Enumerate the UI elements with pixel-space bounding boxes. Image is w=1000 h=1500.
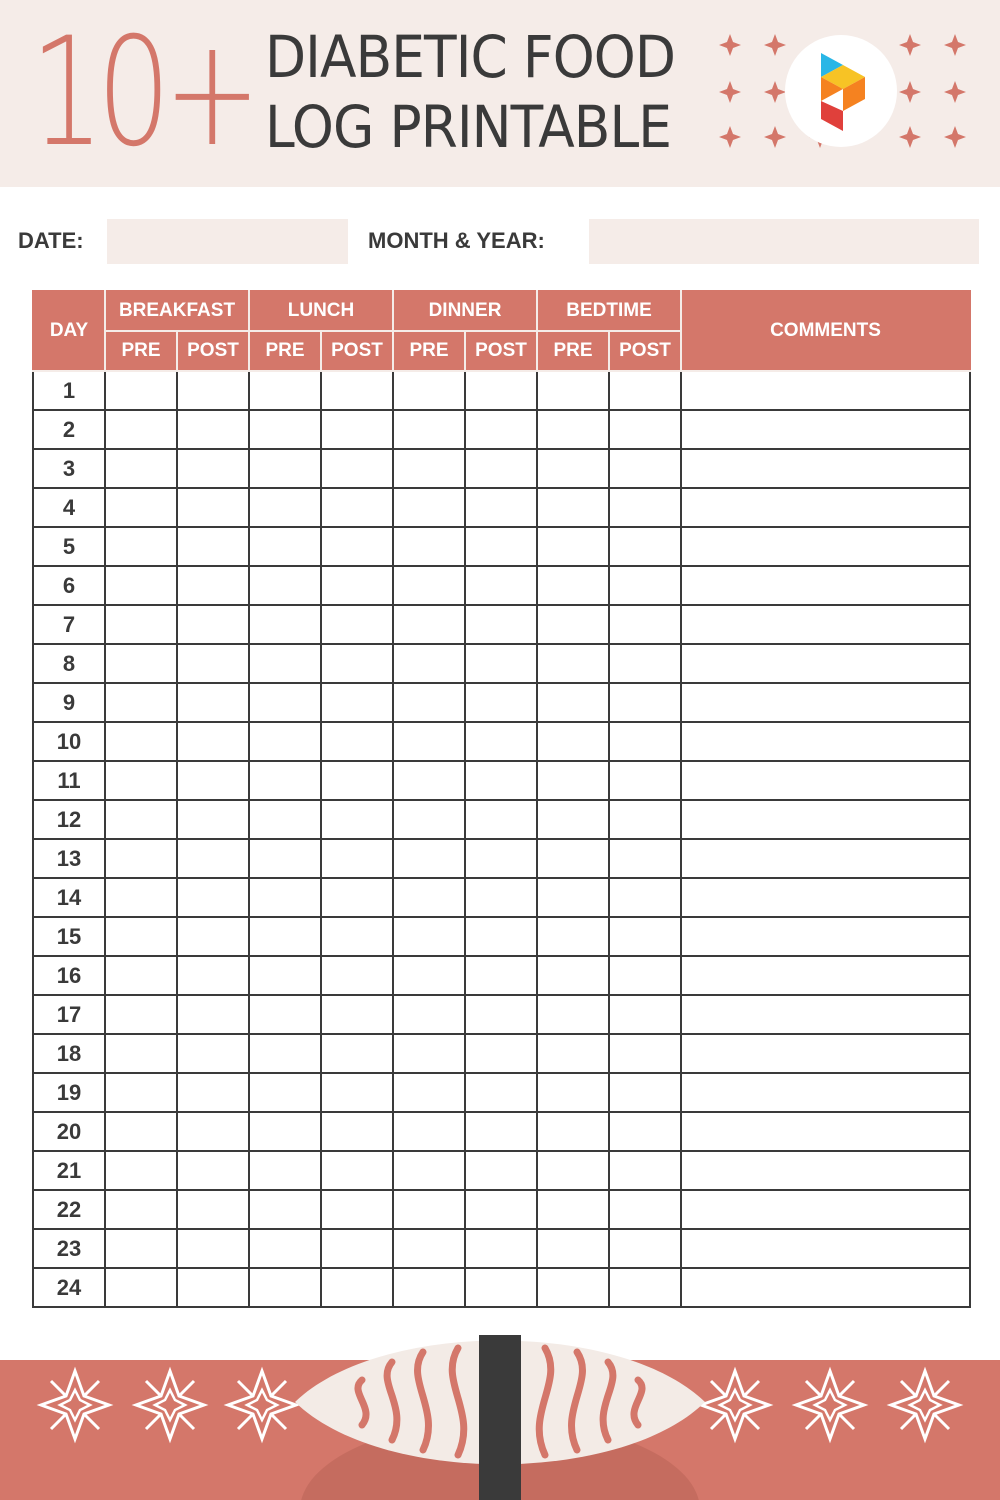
post-header: POST	[465, 331, 537, 371]
post-reading-cell[interactable]	[177, 644, 249, 683]
day-number: 4	[33, 488, 105, 527]
post-reading-cell[interactable]	[609, 1229, 681, 1268]
pre-reading-cell[interactable]	[105, 566, 177, 605]
table-row	[33, 800, 970, 839]
comments-cell[interactable]	[681, 449, 970, 488]
post-reading-cell[interactable]	[609, 1151, 681, 1190]
pre-reading-cell[interactable]	[249, 410, 321, 449]
day-number: 8	[33, 644, 105, 683]
post-reading-cell[interactable]	[321, 1034, 393, 1073]
table-row	[33, 839, 970, 878]
pre-reading-cell[interactable]	[249, 644, 321, 683]
pre-reading-cell[interactable]	[393, 527, 465, 566]
breakfast-header: BREAKFAST	[105, 291, 249, 331]
table-row	[33, 1034, 970, 1073]
pre-reading-cell[interactable]	[393, 839, 465, 878]
post-reading-cell[interactable]	[321, 410, 393, 449]
post-reading-cell[interactable]	[177, 917, 249, 956]
pre-reading-cell[interactable]	[393, 488, 465, 527]
page-title-line2: LOG PRINTABLE	[265, 93, 672, 161]
post-reading-cell[interactable]	[321, 449, 393, 488]
pre-reading-cell[interactable]	[393, 995, 465, 1034]
post-reading-cell[interactable]	[321, 995, 393, 1034]
day-number: 19	[33, 1073, 105, 1112]
pre-reading-cell[interactable]	[393, 1229, 465, 1268]
post-reading-cell[interactable]	[321, 800, 393, 839]
pre-reading-cell[interactable]	[393, 1073, 465, 1112]
pre-reading-cell[interactable]	[537, 995, 609, 1034]
day-number: 11	[33, 761, 105, 800]
pre-reading-cell[interactable]	[537, 722, 609, 761]
post-reading-cell[interactable]	[465, 683, 537, 722]
pre-reading-cell[interactable]	[537, 1112, 609, 1151]
pre-reading-cell[interactable]	[249, 1151, 321, 1190]
post-reading-cell[interactable]	[609, 410, 681, 449]
pre-reading-cell[interactable]	[537, 1151, 609, 1190]
post-reading-cell[interactable]	[465, 449, 537, 488]
day-header: DAY	[33, 291, 105, 371]
table-row	[33, 644, 970, 683]
pre-reading-cell[interactable]	[249, 839, 321, 878]
pre-reading-cell[interactable]	[393, 566, 465, 605]
lunch-header: LUNCH	[249, 291, 393, 331]
post-reading-cell[interactable]	[177, 683, 249, 722]
pre-reading-cell[interactable]	[249, 1073, 321, 1112]
month-year-label: MONTH & YEAR:	[368, 228, 545, 253]
comments-cell[interactable]	[681, 800, 970, 839]
pre-reading-cell[interactable]	[393, 449, 465, 488]
post-reading-cell[interactable]	[321, 527, 393, 566]
pre-reading-cell[interactable]	[249, 527, 321, 566]
table-row	[33, 410, 970, 449]
post-reading-cell[interactable]	[177, 800, 249, 839]
comments-cell[interactable]	[681, 605, 970, 644]
pre-reading-cell[interactable]	[105, 683, 177, 722]
post-reading-cell[interactable]	[609, 371, 681, 410]
pre-reading-cell[interactable]	[105, 488, 177, 527]
table-row	[33, 917, 970, 956]
day-number: 18	[33, 1034, 105, 1073]
post-reading-cell[interactable]	[609, 1112, 681, 1151]
pre-reading-cell[interactable]	[537, 1229, 609, 1268]
pre-reading-cell[interactable]	[249, 1229, 321, 1268]
pre-reading-cell[interactable]	[105, 371, 177, 410]
post-reading-cell[interactable]	[177, 995, 249, 1034]
comments-cell[interactable]	[681, 371, 970, 410]
pre-header: PRE	[249, 331, 321, 371]
post-reading-cell[interactable]	[609, 722, 681, 761]
pre-reading-cell[interactable]	[249, 683, 321, 722]
table-row	[33, 1229, 970, 1268]
post-header: POST	[177, 331, 249, 371]
pre-reading-cell[interactable]	[105, 1229, 177, 1268]
pre-reading-cell[interactable]	[537, 878, 609, 917]
post-reading-cell[interactable]	[609, 605, 681, 644]
date-label: DATE:	[18, 228, 84, 253]
table-row	[33, 566, 970, 605]
pre-header: PRE	[537, 331, 609, 371]
post-reading-cell[interactable]	[177, 1190, 249, 1229]
pre-reading-cell[interactable]	[105, 449, 177, 488]
post-reading-cell[interactable]	[177, 722, 249, 761]
post-reading-cell[interactable]	[465, 1073, 537, 1112]
post-reading-cell[interactable]	[177, 1151, 249, 1190]
pre-reading-cell[interactable]	[393, 1034, 465, 1073]
day-number: 23	[33, 1229, 105, 1268]
post-reading-cell[interactable]	[321, 1229, 393, 1268]
date-field[interactable]	[107, 219, 348, 264]
post-reading-cell[interactable]	[465, 527, 537, 566]
pre-reading-cell[interactable]	[105, 605, 177, 644]
post-reading-cell[interactable]	[177, 1073, 249, 1112]
table-row	[33, 527, 970, 566]
post-reading-cell[interactable]	[321, 683, 393, 722]
post-reading-cell[interactable]	[321, 566, 393, 605]
pre-reading-cell[interactable]	[249, 761, 321, 800]
comments-cell[interactable]	[681, 1151, 970, 1190]
brand-logo-icon	[785, 35, 897, 147]
comments-cell[interactable]	[681, 839, 970, 878]
post-reading-cell[interactable]	[465, 995, 537, 1034]
pre-reading-cell[interactable]	[393, 800, 465, 839]
post-reading-cell[interactable]	[321, 839, 393, 878]
table-row	[33, 605, 970, 644]
pre-reading-cell[interactable]	[249, 1190, 321, 1229]
post-reading-cell[interactable]	[321, 371, 393, 410]
pre-reading-cell[interactable]	[537, 800, 609, 839]
day-number: 2	[33, 410, 105, 449]
pre-reading-cell[interactable]	[105, 1190, 177, 1229]
post-reading-cell[interactable]	[465, 956, 537, 995]
pre-reading-cell[interactable]	[249, 917, 321, 956]
comments-cell[interactable]	[681, 644, 970, 683]
table-row	[33, 878, 970, 917]
pre-reading-cell[interactable]	[249, 1034, 321, 1073]
pre-reading-cell[interactable]	[537, 566, 609, 605]
pre-reading-cell[interactable]	[249, 488, 321, 527]
comments-cell[interactable]	[681, 956, 970, 995]
comments-header: COMMENTS	[681, 291, 970, 371]
post-reading-cell[interactable]	[465, 878, 537, 917]
post-reading-cell[interactable]	[321, 1073, 393, 1112]
post-reading-cell[interactable]	[465, 1190, 537, 1229]
food-illustration-icon	[0, 1330, 1000, 1500]
post-reading-cell[interactable]	[465, 1268, 537, 1307]
post-reading-cell[interactable]	[609, 878, 681, 917]
post-reading-cell[interactable]	[465, 1112, 537, 1151]
day-number: 14	[33, 878, 105, 917]
day-number: 20	[33, 1112, 105, 1151]
pre-reading-cell[interactable]	[105, 527, 177, 566]
comments-cell[interactable]	[681, 527, 970, 566]
pre-reading-cell[interactable]	[393, 1190, 465, 1229]
post-reading-cell[interactable]	[609, 1268, 681, 1307]
day-number: 3	[33, 449, 105, 488]
comments-cell[interactable]	[681, 1268, 970, 1307]
day-number: 1	[33, 371, 105, 410]
post-reading-cell[interactable]	[609, 956, 681, 995]
day-number: 9	[33, 683, 105, 722]
pre-reading-cell[interactable]	[105, 956, 177, 995]
post-reading-cell[interactable]	[321, 917, 393, 956]
pre-reading-cell[interactable]	[249, 449, 321, 488]
day-number: 21	[33, 1151, 105, 1190]
day-number: 24	[33, 1268, 105, 1307]
pre-reading-cell[interactable]	[105, 1112, 177, 1151]
post-reading-cell[interactable]	[321, 1151, 393, 1190]
pre-reading-cell[interactable]	[393, 683, 465, 722]
pre-reading-cell[interactable]	[105, 722, 177, 761]
post-reading-cell[interactable]	[465, 1229, 537, 1268]
title-number: 10+	[30, 6, 254, 180]
post-reading-cell[interactable]	[177, 761, 249, 800]
pre-reading-cell[interactable]	[393, 956, 465, 995]
post-reading-cell[interactable]	[465, 1034, 537, 1073]
four-point-star-icon	[891, 1371, 959, 1439]
day-number: 7	[33, 605, 105, 644]
pre-reading-cell[interactable]	[537, 917, 609, 956]
pre-reading-cell[interactable]	[249, 722, 321, 761]
post-reading-cell[interactable]	[321, 878, 393, 917]
comments-cell[interactable]	[681, 917, 970, 956]
pre-reading-cell[interactable]	[393, 761, 465, 800]
post-reading-cell[interactable]	[465, 488, 537, 527]
four-point-star-icon	[41, 1371, 109, 1439]
post-header: POST	[321, 331, 393, 371]
table-row	[33, 761, 970, 800]
pre-reading-cell[interactable]	[537, 1190, 609, 1229]
comments-cell[interactable]	[681, 566, 970, 605]
page-title-line1: DIABETIC FOOD	[265, 23, 676, 91]
day-number: 12	[33, 800, 105, 839]
post-reading-cell[interactable]	[177, 566, 249, 605]
comments-cell[interactable]	[681, 683, 970, 722]
table-row	[33, 1190, 970, 1229]
table-row	[33, 488, 970, 527]
pre-reading-cell[interactable]	[105, 761, 177, 800]
post-reading-cell[interactable]	[609, 800, 681, 839]
post-reading-cell[interactable]	[177, 1229, 249, 1268]
pre-reading-cell[interactable]	[249, 995, 321, 1034]
post-reading-cell[interactable]	[321, 1190, 393, 1229]
pre-reading-cell[interactable]	[105, 878, 177, 917]
post-reading-cell[interactable]	[465, 761, 537, 800]
post-reading-cell[interactable]	[609, 527, 681, 566]
post-reading-cell[interactable]	[465, 722, 537, 761]
comments-cell[interactable]	[681, 1112, 970, 1151]
glucose-log-table	[32, 290, 971, 1308]
post-reading-cell[interactable]	[177, 1112, 249, 1151]
pre-reading-cell[interactable]	[537, 371, 609, 410]
post-reading-cell[interactable]	[465, 800, 537, 839]
comments-cell[interactable]	[681, 488, 970, 527]
post-reading-cell[interactable]	[609, 683, 681, 722]
comments-cell[interactable]	[681, 1034, 970, 1073]
pre-reading-cell[interactable]	[537, 605, 609, 644]
post-reading-cell[interactable]	[465, 566, 537, 605]
pre-reading-cell[interactable]	[105, 644, 177, 683]
pre-reading-cell[interactable]	[537, 839, 609, 878]
post-reading-cell[interactable]	[609, 488, 681, 527]
pre-reading-cell[interactable]	[105, 995, 177, 1034]
pre-reading-cell[interactable]	[105, 917, 177, 956]
pre-reading-cell[interactable]	[249, 878, 321, 917]
post-reading-cell[interactable]	[321, 1268, 393, 1307]
day-number: 15	[33, 917, 105, 956]
post-reading-cell[interactable]	[465, 410, 537, 449]
table-row	[33, 371, 970, 410]
post-reading-cell[interactable]	[177, 410, 249, 449]
pre-reading-cell[interactable]	[105, 1268, 177, 1307]
pre-header: PRE	[393, 331, 465, 371]
dinner-header: DINNER	[393, 291, 537, 331]
post-reading-cell[interactable]	[321, 1112, 393, 1151]
pre-reading-cell[interactable]	[249, 1268, 321, 1307]
post-reading-cell[interactable]	[177, 878, 249, 917]
day-number: 10	[33, 722, 105, 761]
post-reading-cell[interactable]	[465, 1151, 537, 1190]
post-reading-cell[interactable]	[465, 605, 537, 644]
table-row	[33, 449, 970, 488]
pre-reading-cell[interactable]	[249, 1112, 321, 1151]
pre-reading-cell[interactable]	[537, 683, 609, 722]
bedtime-header: BEDTIME	[537, 291, 681, 331]
header-banner	[0, 0, 1000, 187]
pre-reading-cell[interactable]	[393, 917, 465, 956]
post-reading-cell[interactable]	[465, 644, 537, 683]
table-row	[33, 1268, 970, 1307]
post-header: POST	[609, 331, 681, 371]
post-reading-cell[interactable]	[609, 566, 681, 605]
pre-reading-cell[interactable]	[537, 644, 609, 683]
table-row	[33, 956, 970, 995]
post-reading-cell[interactable]	[177, 1034, 249, 1073]
pre-reading-cell[interactable]	[537, 1034, 609, 1073]
post-reading-cell[interactable]	[321, 644, 393, 683]
post-reading-cell[interactable]	[609, 761, 681, 800]
pre-reading-cell[interactable]	[537, 410, 609, 449]
four-point-star-icon	[136, 1371, 204, 1439]
pre-reading-cell[interactable]	[249, 956, 321, 995]
table-row	[33, 1112, 970, 1151]
comments-cell[interactable]	[681, 410, 970, 449]
post-reading-cell[interactable]	[609, 1190, 681, 1229]
pre-reading-cell[interactable]	[393, 1268, 465, 1307]
pre-reading-cell[interactable]	[249, 605, 321, 644]
comments-cell[interactable]	[681, 761, 970, 800]
post-reading-cell[interactable]	[321, 761, 393, 800]
table-row	[33, 1151, 970, 1190]
log-table-body	[33, 371, 970, 1307]
post-reading-cell[interactable]	[321, 488, 393, 527]
post-reading-cell[interactable]	[177, 605, 249, 644]
post-reading-cell[interactable]	[609, 995, 681, 1034]
post-reading-cell[interactable]	[609, 1034, 681, 1073]
post-reading-cell[interactable]	[177, 449, 249, 488]
four-point-star-icon	[796, 1371, 864, 1439]
pre-reading-cell[interactable]	[537, 488, 609, 527]
pre-reading-cell[interactable]	[393, 371, 465, 410]
comments-cell[interactable]	[681, 995, 970, 1034]
post-reading-cell[interactable]	[177, 371, 249, 410]
post-reading-cell[interactable]	[609, 449, 681, 488]
post-reading-cell[interactable]	[321, 605, 393, 644]
pre-reading-cell[interactable]	[105, 800, 177, 839]
month-year-field[interactable]	[589, 219, 979, 264]
post-reading-cell[interactable]	[177, 956, 249, 995]
table-row	[33, 722, 970, 761]
pre-reading-cell[interactable]	[393, 722, 465, 761]
pre-reading-cell[interactable]	[393, 605, 465, 644]
post-reading-cell[interactable]	[177, 839, 249, 878]
post-reading-cell[interactable]	[609, 839, 681, 878]
post-reading-cell[interactable]	[177, 488, 249, 527]
pre-reading-cell[interactable]	[249, 371, 321, 410]
post-reading-cell[interactable]	[177, 527, 249, 566]
pre-reading-cell[interactable]	[249, 566, 321, 605]
day-number: 16	[33, 956, 105, 995]
pre-reading-cell[interactable]	[537, 449, 609, 488]
pre-reading-cell[interactable]	[537, 1268, 609, 1307]
comments-cell[interactable]	[681, 878, 970, 917]
post-reading-cell[interactable]	[321, 722, 393, 761]
pre-reading-cell[interactable]	[105, 839, 177, 878]
day-number: 22	[33, 1190, 105, 1229]
day-number: 13	[33, 839, 105, 878]
pre-reading-cell[interactable]	[105, 1073, 177, 1112]
pre-reading-cell[interactable]	[105, 1034, 177, 1073]
pre-reading-cell[interactable]	[393, 878, 465, 917]
table-row	[33, 1073, 970, 1112]
post-reading-cell[interactable]	[465, 839, 537, 878]
comments-cell[interactable]	[681, 722, 970, 761]
post-reading-cell[interactable]	[609, 644, 681, 683]
pre-reading-cell[interactable]	[105, 410, 177, 449]
brand-logo	[785, 35, 897, 147]
post-reading-cell[interactable]	[465, 371, 537, 410]
comments-cell[interactable]	[681, 1190, 970, 1229]
post-reading-cell[interactable]	[465, 917, 537, 956]
pre-reading-cell[interactable]	[537, 1073, 609, 1112]
pre-reading-cell[interactable]	[105, 1151, 177, 1190]
pre-reading-cell[interactable]	[537, 956, 609, 995]
pre-reading-cell[interactable]	[537, 527, 609, 566]
table-row	[33, 995, 970, 1034]
pre-reading-cell[interactable]	[393, 410, 465, 449]
day-number: 17	[33, 995, 105, 1034]
post-reading-cell[interactable]	[609, 917, 681, 956]
comments-cell[interactable]	[681, 1073, 970, 1112]
post-reading-cell[interactable]	[609, 1073, 681, 1112]
post-reading-cell[interactable]	[177, 1268, 249, 1307]
comments-cell[interactable]	[681, 1229, 970, 1268]
pre-reading-cell[interactable]	[393, 644, 465, 683]
day-number: 6	[33, 566, 105, 605]
pre-reading-cell[interactable]	[249, 800, 321, 839]
post-reading-cell[interactable]	[321, 956, 393, 995]
pre-header: PRE	[105, 331, 177, 371]
day-number: 5	[33, 527, 105, 566]
pre-reading-cell[interactable]	[393, 1112, 465, 1151]
pre-reading-cell[interactable]	[537, 761, 609, 800]
table-row	[33, 683, 970, 722]
pre-reading-cell[interactable]	[393, 1151, 465, 1190]
four-point-star-icon	[701, 1371, 769, 1439]
four-point-star-icon	[228, 1371, 296, 1439]
